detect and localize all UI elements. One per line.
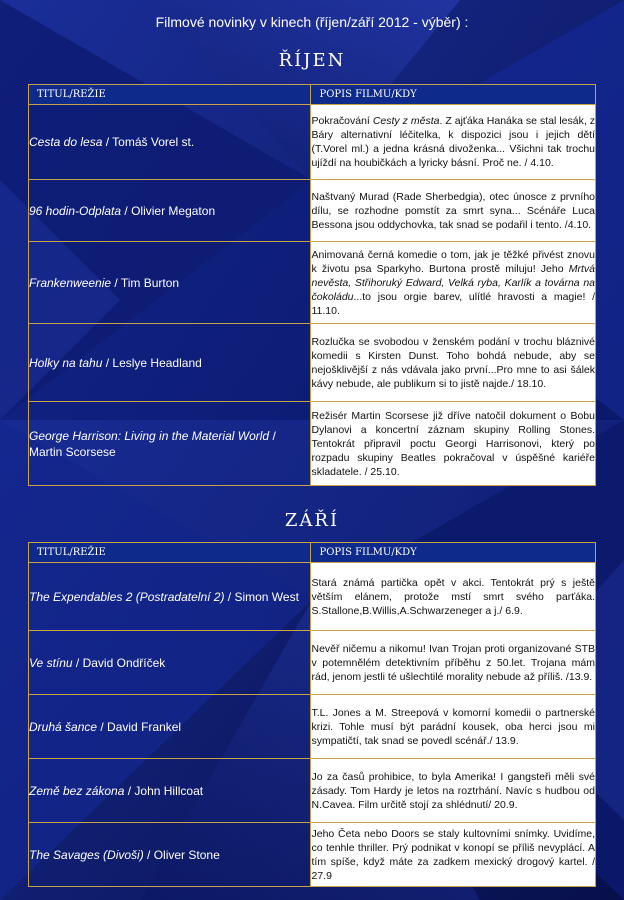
film-description <box>311 180 596 242</box>
table-row <box>29 823 596 887</box>
film-director: / Simon West <box>224 589 299 604</box>
film-director: / Leslye Headland <box>102 355 202 370</box>
col-desc-header: POPIS FILMU/KDY <box>311 543 596 563</box>
table-row <box>29 563 596 631</box>
film-title: George Harrison: Living in the Material World <box>29 428 270 443</box>
film-description <box>311 402 596 486</box>
table-row <box>29 695 596 759</box>
film-description <box>311 631 596 695</box>
section-heading-september: ZÁŘÍ <box>284 510 340 531</box>
film-title-cell <box>29 242 311 324</box>
film-title-cell <box>29 631 311 695</box>
table-row <box>29 402 596 486</box>
film-director: / Olivier Megaton <box>121 203 216 218</box>
film-title-cell <box>29 563 311 631</box>
film-title-cell <box>29 180 311 242</box>
film-title: 96 hodin-Odplata <box>29 203 122 218</box>
film-title-cell <box>29 402 311 486</box>
film-description <box>311 324 596 402</box>
desc-text: Jeho Četa nebo Doors se staly kultovními snímky. Uvidíme, co tenhle thriller. Prý podnikat v konopí se příliš nevyplácí. A tím spíše, když máte za zadkem mexický drogový kartel. / 27.9 <box>311 827 595 882</box>
film-description <box>311 563 596 631</box>
table-header <box>29 543 596 563</box>
film-director: / Tomáš Vorel st. <box>102 135 195 149</box>
film-director: / Martin Scorsese <box>29 428 276 459</box>
film-title: The Savages (Divoši) <box>29 847 144 862</box>
col-desc-header: POPIS FILMU/KDY <box>311 85 596 105</box>
film-description <box>311 823 596 887</box>
desc-text: Rozlučka se svobodou v ženském podání v trochu bláznivé komedii s Kirsten Dunst. Toho bohdá nebude, aby se nejošklivější z nás vdávala jako první...Pro mne to asi šálek kávy nebude, ale publikum si to jistě najde./ 18.10. <box>311 335 595 390</box>
desc-text: Nevěř ničemu a nikomu! Ivan Trojan proti organizované STB v potemnělém detektivním příběhu z 50.let. Trojana mám rád, jenom jestli té ušlechtilé morality nebude až příliš. /13.9. <box>311 642 595 683</box>
film-title-cell <box>29 759 311 823</box>
film-title-cell <box>29 695 311 759</box>
desc-text: T.L. Jones a M. Streepová v komorní komedii o partnerské krizi. Tohle musí být parádní kousek, oba herci jsou mi sympatičtí, tak snad se povedl scénář./ 13.9. <box>311 706 595 747</box>
film-title: The Expendables 2 (Postradatelní 2) <box>29 589 225 604</box>
desc-text: Animovaná černá komedie o tom, jak je těžké přivést znovu k životu psa Sparkyho. Burtona prostě miluju! Jeho <box>311 248 595 275</box>
col-title-header: TITUL/REŽIE <box>29 85 311 105</box>
table-row <box>29 324 596 402</box>
film-director: / David Ondříček <box>72 655 166 670</box>
desc-text: Režisér Martin Scorsese již dříve natočil dokument o Bobu Dylanovi a koncertní záznam skupiny Rolling Stones. Tentokrát připravil poctu Georgi Harrisonovi, který po rozpadu skupiny Beatles pokračoval v úspěšné kariéře skladatele. / 25.10. <box>311 409 595 478</box>
film-director: / Oliver Stone <box>143 847 220 862</box>
desc-text: . Z ajťáka Hanáka se stal lesák, z Báry alternativní léčitelka, k dispozici jsou i jejich dětí (T.Vorel ml.) a jedna krásná divoženka... Všichni tak trochu ujíždí na houbičkách a lyricky básní. Proč ne. / 4.10. <box>311 115 595 169</box>
film-title: Cesta do lesa <box>29 135 103 149</box>
table-row <box>29 759 596 823</box>
table-header <box>29 85 596 105</box>
film-description <box>311 105 596 180</box>
page-title: Filmové novinky v kinech (říjen/září 2012 - výběr) : <box>155 14 469 30</box>
film-director: / David Frankel <box>97 719 182 734</box>
october-table <box>28 84 596 486</box>
film-director: / Tim Burton <box>111 275 180 290</box>
desc-text: Jo za časů prohibice, to byla Amerika! I gangsteři měli své zásady. Tom Hardy je letos na roztrhání. Navíc s hudbou od N.Cavea. Film určitě stojí za shlédnutí/ 20.9. <box>311 770 595 811</box>
film-title: Ve stínu <box>29 655 73 670</box>
desc-text: Stará známá partička opět v akci. Tentokrát prý s ještě větším elánem, protože mstí smrt svého parťáka. S.Stallone,B.Willis,A.Schwarzeneger a j./ 6.9. <box>311 576 595 617</box>
table-row <box>29 242 596 324</box>
desc-text: ...to jsou orgie barev, ulítlé hravosti a magie! / 11.10. <box>311 290 595 317</box>
desc-text: Pokračování <box>311 115 373 127</box>
table-row <box>29 180 596 242</box>
film-title: Země bez zákona <box>29 783 125 798</box>
film-description <box>311 759 596 823</box>
film-title: Frankenweenie <box>29 275 112 290</box>
film-title-cell <box>29 324 311 402</box>
film-description <box>311 242 596 324</box>
film-title: Druhá šance <box>29 719 98 734</box>
film-title: Holky na tahu <box>29 355 103 370</box>
table-row <box>29 105 596 180</box>
desc-text: Naštvaný Murad (Rade Sherbedgia), otec únosce z prvního dílu, se rozhodne pomstít za smrt syna... Scénáře Luca Bessona jsou oddychovka, tak snad se podařil i tento. /4.10. <box>311 190 595 231</box>
film-description <box>311 695 596 759</box>
film-title-cell <box>29 823 311 887</box>
table-row <box>29 631 596 695</box>
desc-italic: Cesty z města <box>372 115 440 127</box>
desc-italic: Mrtvá nevěsta, Střihoruký Edward, Velká ryba, Karlík a továrna na čokoládu <box>311 262 595 303</box>
film-title-cell <box>29 105 311 180</box>
september-table <box>28 542 596 887</box>
film-director: / John Hillcoat <box>124 783 204 798</box>
col-title-header: TITUL/REŽIE <box>29 543 311 563</box>
section-heading-october: ŘÍJEN <box>278 50 346 71</box>
